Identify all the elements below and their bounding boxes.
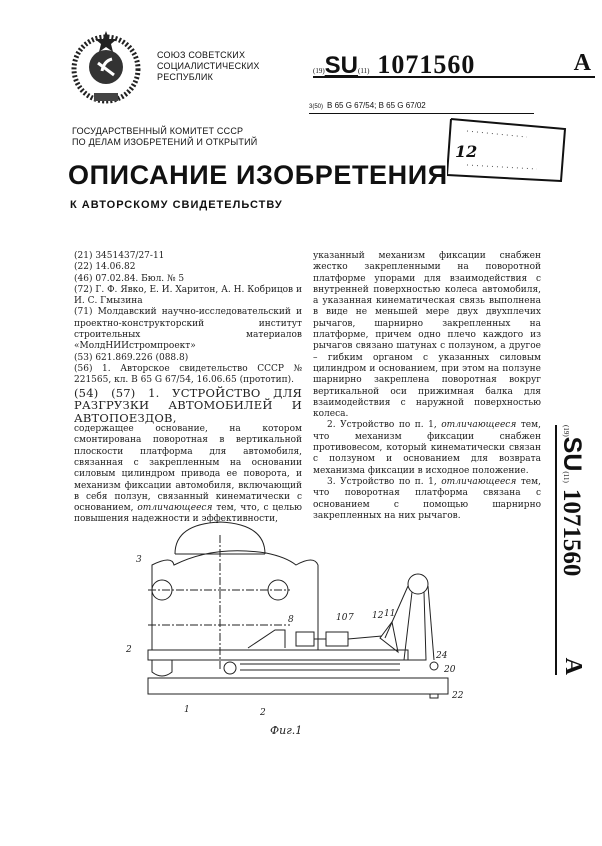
field-21: (21) 3451437/27-11	[74, 251, 165, 261]
label-8: 8	[288, 615, 294, 625]
claim-3-part: 3. Устройство по п. 1,	[327, 476, 437, 487]
side-country-code: SU	[558, 436, 586, 472]
country-code: SU	[324, 52, 359, 79]
committee-line: ПО ДЕЛАМ ИЗОБРЕТЕНИЙ И ОТКРЫТИЙ	[72, 137, 258, 147]
claim-2-emphasis: отличающееся	[441, 420, 517, 431]
ussr-emblem-icon	[64, 27, 149, 107]
claim-2-part: тем, что механизм фиксации снабжен противовесом, который кинематически связан с ползуном и основанием для возврата механизма фиксации в исходное положение.	[313, 420, 541, 476]
committee-name	[72, 126, 257, 148]
bibliographic-column	[74, 251, 302, 526]
field-53: (53) 621.869.226 (088.8)	[74, 352, 189, 363]
drawing-labels	[125, 555, 464, 737]
field-46: (46) 07.02.84. Бюл. № 5	[74, 273, 185, 284]
invention-title: (54) (57) 1. УСТРОЙСТВО ДЛЯ РАЗГРУЗКИ АВТОМОБИЛЕЙ И АВТОПОЕЗДОВ,	[74, 385, 302, 425]
label-24: 24	[436, 651, 448, 661]
label-22: 22	[452, 691, 464, 701]
technical-drawing	[100, 520, 480, 740]
claim-3-emphasis: отличающееся	[441, 476, 517, 487]
union-line: СОЮЗ СОВЕТСКИХ	[157, 50, 246, 60]
ipc-value: B 65 G 67/54; B 65 G 67/02	[327, 101, 426, 110]
side-number-label: (11)	[562, 471, 570, 483]
ipc-classification	[309, 100, 534, 114]
claims-column	[313, 251, 541, 522]
vehicle-outline	[152, 551, 318, 650]
side-publication-number	[548, 425, 588, 675]
base-frame	[148, 678, 448, 694]
claim-1-text	[74, 424, 302, 526]
label-12: 12	[372, 611, 384, 621]
platform	[148, 650, 408, 660]
document-title: ОПИСАНИЕ ИЗОБРЕТЕНИЯ	[68, 160, 448, 190]
side-country-code-label: (19)	[562, 425, 570, 437]
claim-1-emphasis: отличающееся	[137, 503, 213, 514]
claim-2-part: 2. Устройство по п. 1,	[327, 420, 437, 431]
field-56: (56) 1. Авторское свидетельство СССР № 221565, кл. B 65 G 67/54, 16.06.65 (прототип).	[74, 363, 302, 386]
figure-caption: Фиг.1	[270, 724, 303, 737]
label-2-bottom: 2	[260, 708, 266, 718]
field-72: (72) Г. Ф. Явко, Е. И. Харитон, А. Н. Кобрицов и И. С. Гмызина	[74, 284, 302, 307]
label-10: 10	[336, 613, 348, 623]
stamp-frame-icon	[447, 117, 567, 182]
stamp-number: 12	[455, 142, 478, 161]
field-22: (22) 14.06.82	[74, 262, 136, 273]
label-3: 3	[136, 555, 142, 565]
kind-code: A	[573, 50, 591, 76]
side-kind-code: A	[560, 657, 586, 675]
document-subtitle: К АВТОРСКОМУ СВИДЕТЕЛЬСТВУ	[70, 199, 283, 211]
publication-number	[313, 50, 595, 78]
label-11: 11	[384, 609, 396, 619]
label-1: 1	[184, 705, 190, 715]
union-line: СОЦИАЛИСТИЧЕСКИХ	[157, 61, 260, 71]
patent-number: 1071560	[377, 50, 476, 79]
claim-3-part: тем, что поворотная платформа связана с основанием с помощью шарнирно закрепленных на них рычагов.	[313, 476, 541, 521]
number-label: (11)	[358, 67, 370, 75]
claim-2-text	[313, 420, 541, 476]
label-2-left: 2	[126, 645, 132, 655]
claim-3-text	[313, 477, 541, 522]
claim-1-part: тем, что, с целью повышения надежности и эффективности,	[74, 503, 302, 525]
union-name	[157, 50, 260, 83]
field-71: (71) Молдавский научно-исследовательский и проектно-конструкторский институт строительных материалов «МолдНИИстромпроект»	[74, 307, 302, 352]
committee-line: ГОСУДАРСТВЕННЫЙ КОМИТЕТ СССР	[72, 126, 244, 136]
claim-1-part: содержащее основание, на котором смонтирована поворотная в вертикальной плоскости платформа для автомобиля, связанная с закрепленным на основании силовым цилиндром привода ее поворота, и механизм фиксации автомобиля, включающий в себя ползун, связанный кинематически с основанием,	[74, 424, 302, 514]
union-line: РЕСПУБЛИК	[157, 72, 214, 82]
side-patent-number: 1071560	[558, 488, 585, 577]
label-7: 7	[348, 613, 354, 623]
claim-1-continued: указанный механизм фиксации снабжен жестко закрепленными на поворотной платформе упорами для взаимодействия с внутренней поверхностью колеса автомобиля, а указанная кинематическая связь выполнена в виде не меньшей мере двух двухплечих рычагов, шарнирно закрепленных на платформе, причем одно плечо каждого из рычагов связано шатунах с ползуном, а другое – гибким органом с указанных силовым цилиндром и основанием, при этом на ползуне шарнирно закреплена поворотная вокруг вертикальной оси прижимная балка для взаимодействия с наружной поверхностью колеса.	[313, 251, 541, 420]
library-stamp	[447, 117, 567, 182]
ipc-label: 3(50)	[309, 104, 324, 110]
country-code-label: (19)	[313, 67, 325, 75]
label-20: 20	[444, 665, 456, 675]
